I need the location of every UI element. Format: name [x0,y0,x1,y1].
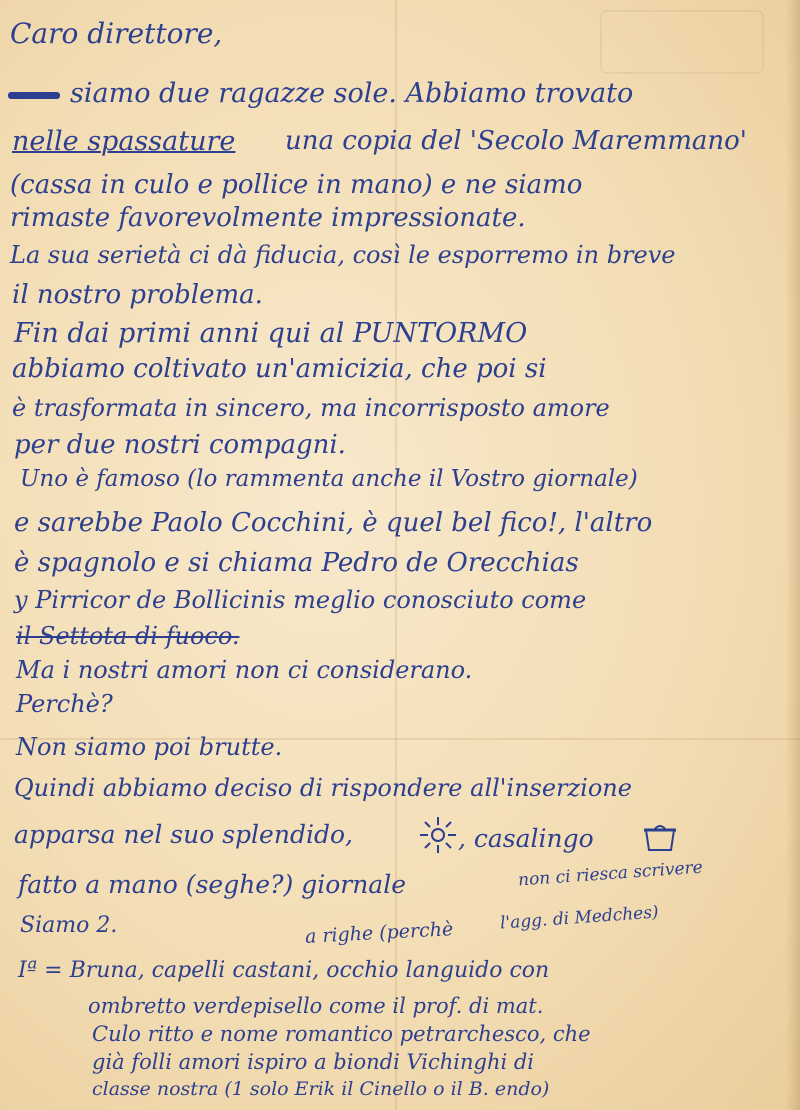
letter-line: ombretto verdepisello come il prof. di mat. [88,994,544,1018]
letter-line: Uno è famoso (lo rammenta anche il Vostro giornale) [20,466,638,492]
letter-line: Quindi abbiamo deciso di rispondere all'inserzione [14,774,632,802]
letter-line: e sarebbe Paolo Cocchini, è quel bel fico!, l'altro [14,508,653,538]
letter-line: apparsa nel suo splendido, [14,820,353,849]
letter-line: Ma i nostri amori non ci considerano. [16,656,473,684]
letter-line: è spagnolo e si chiama Pedro de Orecchias [14,548,579,578]
letter-line-annotation: non ci riesca scrivere [517,857,704,891]
faded-letterhead [600,10,764,74]
paper-edge [786,0,800,1110]
letter-line-annotation: a righe (perchè [304,918,454,948]
letter-line: Iª = Bruna, capelli castani, occhio languido con [18,958,550,983]
letter-line: Perchè? [16,690,113,718]
scribble-mark [8,92,60,99]
letter-line: y Pirricor de Bollicinis meglio conosciuto come [14,586,587,614]
sun-doodle-icon [418,815,458,855]
letter-line: La sua serietà ci dà fiducia, così le esporremo in breve [10,241,676,269]
letter-line: già folli amori ispiro a biondi Vichinghi di [92,1050,535,1074]
letter-line: Non siamo poi brutte. [16,733,283,761]
letter-line: il nostro problema. [12,280,263,310]
letter-line: Culo ritto e nome romantico petrarchesco, che [92,1022,591,1046]
letter-line: siamo due ragazze sole. Abbiamo trovato [70,78,634,109]
letter-line-annotation: l'agg. di Medches) [499,902,660,934]
letter-line: fatto a mano (seghe?) giornale [18,870,406,899]
letter-line: abbiamo coltivato un'amicizia, che poi si [12,354,547,384]
letter-line: è trasformata in sincero, ma incorrisposto amore [12,394,610,422]
letter-line: rimaste favorevolmente impressionate. [10,203,526,233]
pot-doodle-icon [642,820,678,854]
letter-line: (cassa in culo e pollice in mano) e ne siamo [10,170,583,200]
letter-line-struck: il Settota di fuoco. [16,622,240,650]
letter-line: Fin dai primi anni qui al PUNTORMO [14,318,528,349]
letter-line: una copia del 'Secolo Maremmano' [285,126,747,156]
letter-line: , casalingo [458,824,594,853]
letter-line-underlined: nelle spassature [12,126,236,157]
letter-line: Siamo 2. [20,913,118,938]
letter-line: per due nostri compagni. [14,430,346,460]
letter-greeting: Caro direttore, [10,17,223,50]
letter-line: classe nostra (1 solo Erik il Cinello o il B. endo) [92,1078,550,1100]
